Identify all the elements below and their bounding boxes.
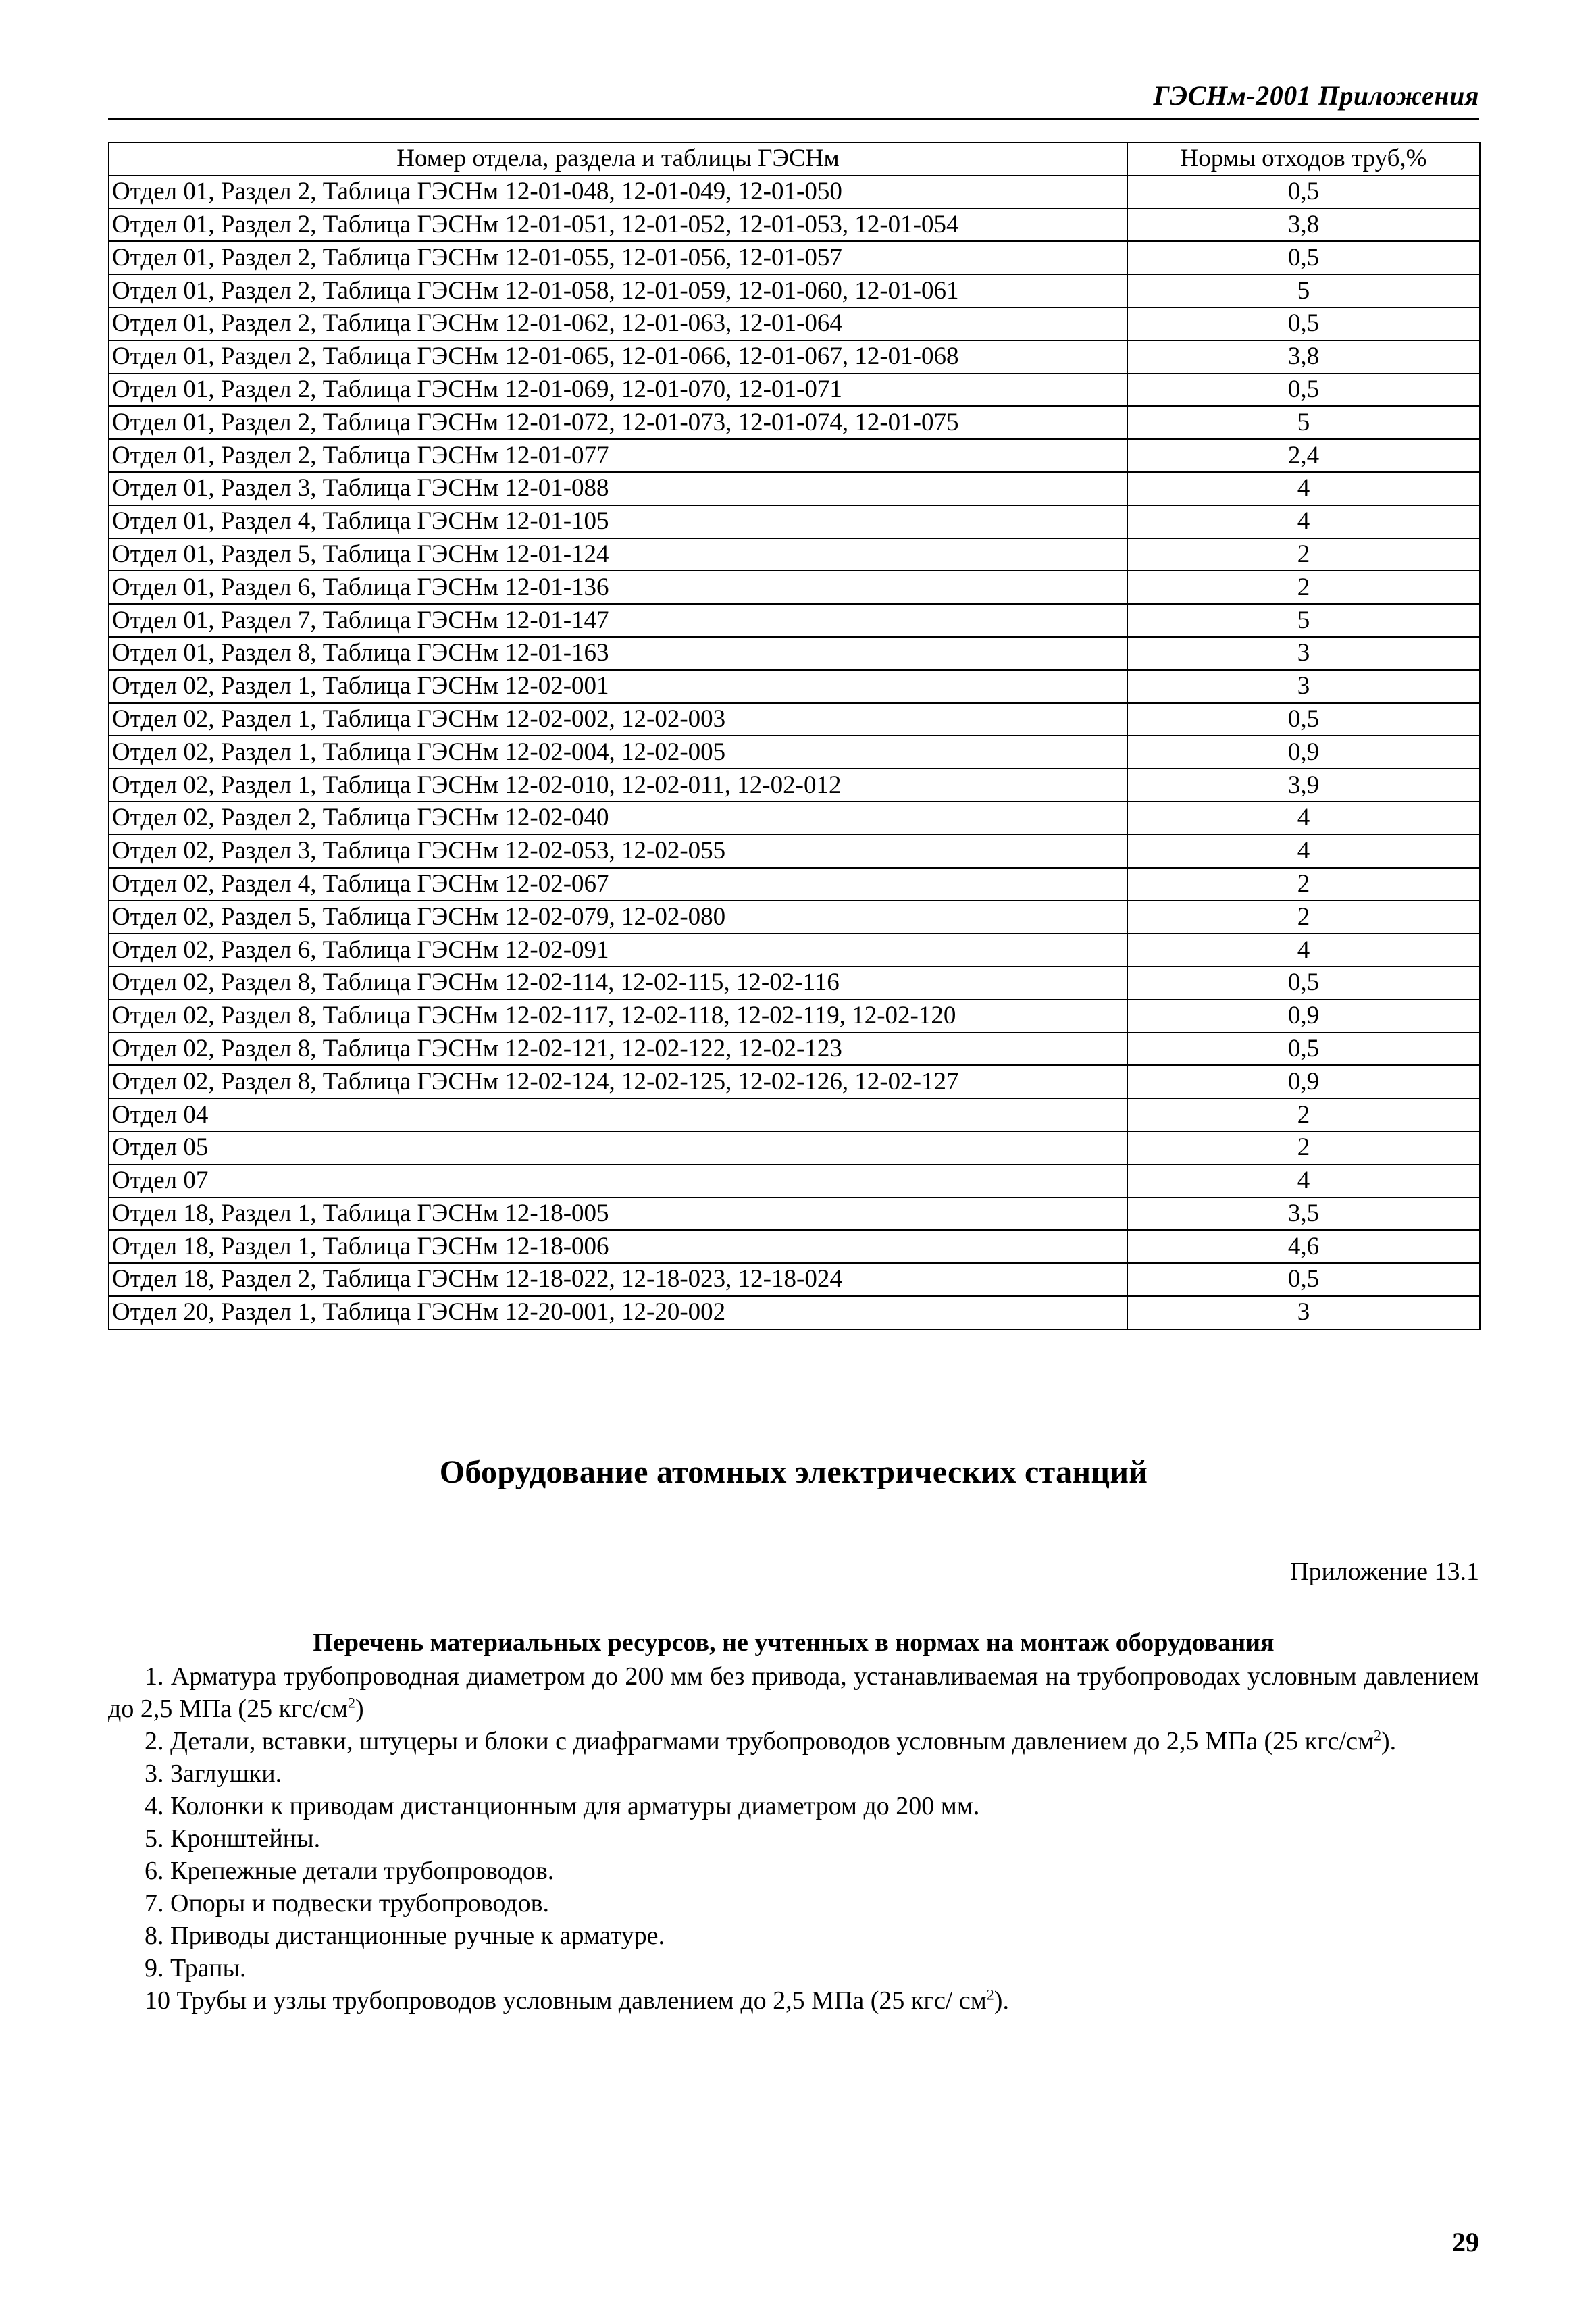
list-item bbox=[108, 1887, 1479, 1920]
table-row bbox=[109, 307, 1480, 340]
list-item-tail: ). bbox=[1381, 1727, 1397, 1755]
waste-norm-cell: 4 bbox=[1127, 472, 1480, 505]
table-row bbox=[109, 209, 1480, 242]
table-row bbox=[109, 1065, 1480, 1098]
section-reference-cell: Отдел 01, Раздел 7, Таблица ГЭСНм 12-01-147 bbox=[109, 604, 1127, 637]
table-row bbox=[109, 1296, 1480, 1329]
waste-norm-cell: 4 bbox=[1127, 933, 1480, 967]
header-rule bbox=[108, 118, 1479, 120]
table-row bbox=[109, 769, 1480, 802]
waste-norm-cell: 3 bbox=[1127, 1296, 1480, 1329]
list-item bbox=[108, 1660, 1479, 1725]
page-number: 29 bbox=[1452, 2227, 1479, 2257]
column-header-section: Номер отдела, раздела и таблицы ГЭСНм bbox=[109, 143, 1127, 176]
superscript: 2 bbox=[986, 1986, 994, 2003]
section-reference-cell: Отдел 01, Раздел 2, Таблица ГЭСНм 12-01-072, 12-01-073, 12-01-074, 12-01-075 bbox=[109, 406, 1127, 439]
section-reference-cell: Отдел 01, Раздел 2, Таблица ГЭСНм 12-01-051, 12-01-052, 12-01-053, 12-01-054 bbox=[109, 209, 1127, 242]
waste-norm-cell: 2 bbox=[1127, 868, 1480, 901]
section-reference-cell: Отдел 02, Раздел 2, Таблица ГЭСНм 12-02-040 bbox=[109, 802, 1127, 835]
section-reference-cell: Отдел 01, Раздел 2, Таблица ГЭСНм 12-01-058, 12-01-059, 12-01-060, 12-01-061 bbox=[109, 274, 1127, 307]
section-reference-cell: Отдел 01, Раздел 4, Таблица ГЭСНм 12-01-105 bbox=[109, 505, 1127, 538]
waste-norm-cell: 4 bbox=[1127, 505, 1480, 538]
table-row bbox=[109, 472, 1480, 505]
section-reference-cell: Отдел 01, Раздел 2, Таблица ГЭСНм 12-01-048, 12-01-049, 12-01-050 bbox=[109, 176, 1127, 209]
section-reference-cell: Отдел 07 bbox=[109, 1164, 1127, 1198]
appendix-label: Приложение 13.1 bbox=[1290, 1558, 1479, 1586]
list-item-text: 1. Арматура трубопроводная диаметром до 200 мм без привода, устанавливаемая на трубопроводах условным давлением до 2,5 МПа (25 кгс/см bbox=[108, 1662, 1479, 1723]
waste-norm-cell: 5 bbox=[1127, 604, 1480, 637]
table-row bbox=[109, 933, 1480, 967]
section-reference-cell: Отдел 02, Раздел 1, Таблица ГЭСНм 12-02-004, 12-02-005 bbox=[109, 736, 1127, 769]
section-title: Оборудование атомных электрических станций bbox=[439, 1454, 1148, 1490]
table-row bbox=[109, 1263, 1480, 1296]
section-reference-cell: Отдел 02, Раздел 6, Таблица ГЭСНм 12-02-091 bbox=[109, 933, 1127, 967]
waste-norm-cell: 0,5 bbox=[1127, 703, 1480, 736]
section-reference-cell: Отдел 20, Раздел 1, Таблица ГЭСНм 12-20-001, 12-20-002 bbox=[109, 1296, 1127, 1329]
table-row bbox=[109, 505, 1480, 538]
waste-norm-cell: 3,8 bbox=[1127, 340, 1480, 374]
section-reference-cell: Отдел 02, Раздел 8, Таблица ГЭСНм 12-02-114, 12-02-115, 12-02-116 bbox=[109, 967, 1127, 1000]
section-reference-cell: Отдел 18, Раздел 1, Таблица ГЭСНм 12-18-005 bbox=[109, 1198, 1127, 1231]
section-reference-cell: Отдел 01, Раздел 2, Таблица ГЭСНм 12-01-077 bbox=[109, 439, 1127, 472]
waste-norms-table bbox=[108, 142, 1481, 1330]
waste-norm-cell: 0,5 bbox=[1127, 1033, 1480, 1066]
list-item-tail: ) bbox=[355, 1695, 364, 1723]
superscript: 2 bbox=[347, 1694, 355, 1712]
table-row bbox=[109, 439, 1480, 472]
list-item bbox=[108, 1757, 1479, 1790]
waste-norm-cell: 0,5 bbox=[1127, 241, 1480, 274]
waste-norm-cell: 4,6 bbox=[1127, 1230, 1480, 1263]
section-reference-cell: Отдел 01, Раздел 2, Таблица ГЭСНм 12-01-062, 12-01-063, 12-01-064 bbox=[109, 307, 1127, 340]
table-row bbox=[109, 340, 1480, 374]
resource-list bbox=[108, 1660, 1479, 2017]
list-item-text: 3. Заглушки. bbox=[145, 1759, 282, 1788]
waste-norm-cell: 3,8 bbox=[1127, 209, 1480, 242]
waste-norm-cell: 3 bbox=[1127, 670, 1480, 703]
table-row bbox=[109, 900, 1480, 933]
superscript: 2 bbox=[1374, 1726, 1381, 1744]
section-reference-cell: Отдел 01, Раздел 5, Таблица ГЭСНм 12-01-124 bbox=[109, 538, 1127, 571]
waste-norm-cell: 2,4 bbox=[1127, 439, 1480, 472]
waste-norm-cell: 2 bbox=[1127, 1131, 1480, 1164]
table-row bbox=[109, 604, 1480, 637]
waste-norm-cell: 3 bbox=[1127, 637, 1480, 670]
list-item bbox=[108, 1855, 1479, 1887]
list-item-text: 10 Трубы и узлы трубопроводов условным давлением до 2,5 МПа (25 кгс/ см bbox=[145, 1986, 987, 2015]
section-reference-cell: Отдел 02, Раздел 1, Таблица ГЭСНм 12-02-002, 12-02-003 bbox=[109, 703, 1127, 736]
table-row bbox=[109, 802, 1480, 835]
waste-norm-cell: 0,9 bbox=[1127, 1000, 1480, 1033]
table-row bbox=[109, 868, 1480, 901]
waste-norm-cell: 0,5 bbox=[1127, 374, 1480, 407]
column-header-norm: Нормы отходов труб,% bbox=[1127, 143, 1480, 176]
table-row bbox=[109, 176, 1480, 209]
table-body bbox=[109, 176, 1480, 1329]
section-reference-cell: Отдел 01, Раздел 6, Таблица ГЭСНм 12-01-136 bbox=[109, 571, 1127, 604]
table-row bbox=[109, 571, 1480, 604]
table-row bbox=[109, 1000, 1480, 1033]
section-reference-cell: Отдел 01, Раздел 2, Таблица ГЭСНм 12-01-069, 12-01-070, 12-01-071 bbox=[109, 374, 1127, 407]
waste-norm-cell: 5 bbox=[1127, 406, 1480, 439]
waste-norm-cell: 4 bbox=[1127, 1164, 1480, 1198]
section-reference-cell: Отдел 18, Раздел 1, Таблица ГЭСНм 12-18-006 bbox=[109, 1230, 1127, 1263]
waste-norm-cell: 2 bbox=[1127, 900, 1480, 933]
list-item-text: 9. Трапы. bbox=[145, 1954, 247, 1982]
section-reference-cell: Отдел 02, Раздел 8, Таблица ГЭСНм 12-02-121, 12-02-122, 12-02-123 bbox=[109, 1033, 1127, 1066]
section-reference-cell: Отдел 01, Раздел 2, Таблица ГЭСНм 12-01-065, 12-01-066, 12-01-067, 12-01-068 bbox=[109, 340, 1127, 374]
list-item bbox=[108, 1952, 1479, 1984]
table-row bbox=[109, 538, 1480, 571]
section-reference-cell: Отдел 02, Раздел 1, Таблица ГЭСНм 12-02-001 bbox=[109, 670, 1127, 703]
table-row bbox=[109, 1131, 1480, 1164]
table-row bbox=[109, 1098, 1480, 1131]
table-row bbox=[109, 637, 1480, 670]
waste-norm-cell: 2 bbox=[1127, 571, 1480, 604]
waste-norm-cell: 2 bbox=[1127, 1098, 1480, 1131]
section-reference-cell: Отдел 02, Раздел 3, Таблица ГЭСНм 12-02-053, 12-02-055 bbox=[109, 835, 1127, 868]
list-item-text: 4. Колонки к приводам дистанционным для арматуры диаметром до 200 мм. bbox=[145, 1792, 980, 1820]
waste-norm-cell: 2 bbox=[1127, 538, 1480, 571]
list-item bbox=[108, 1920, 1479, 1952]
waste-norm-cell: 4 bbox=[1127, 802, 1480, 835]
list-item bbox=[108, 1725, 1479, 1757]
waste-norm-cell: 0,9 bbox=[1127, 736, 1480, 769]
waste-norm-cell: 0,5 bbox=[1127, 1263, 1480, 1296]
table-row bbox=[109, 835, 1480, 868]
list-title: Перечень материальных ресурсов, не учтенных в нормах на монтаж оборудования bbox=[313, 1628, 1275, 1657]
section-reference-cell: Отдел 01, Раздел 3, Таблица ГЭСНм 12-01-088 bbox=[109, 472, 1127, 505]
running-header: ГЭСНм-2001 Приложения bbox=[1153, 80, 1479, 111]
table-row bbox=[109, 736, 1480, 769]
table-row bbox=[109, 1164, 1480, 1198]
section-reference-cell: Отдел 04 bbox=[109, 1098, 1127, 1131]
waste-norm-cell: 5 bbox=[1127, 274, 1480, 307]
waste-norm-cell: 0,5 bbox=[1127, 307, 1480, 340]
section-reference-cell: Отдел 05 bbox=[109, 1131, 1127, 1164]
table-row bbox=[109, 274, 1480, 307]
list-item bbox=[108, 1790, 1479, 1822]
table-row bbox=[109, 406, 1480, 439]
table-row bbox=[109, 703, 1480, 736]
table-row bbox=[109, 670, 1480, 703]
table-row bbox=[109, 1230, 1480, 1263]
table-row bbox=[109, 1198, 1480, 1231]
waste-norm-cell: 0,5 bbox=[1127, 176, 1480, 209]
table-row bbox=[109, 241, 1480, 274]
list-item-text: 7. Опоры и подвески трубопроводов. bbox=[145, 1889, 550, 1918]
table-row bbox=[109, 967, 1480, 1000]
table-row bbox=[109, 374, 1480, 407]
waste-norm-cell: 3,5 bbox=[1127, 1198, 1480, 1231]
waste-norm-cell: 0,5 bbox=[1127, 967, 1480, 1000]
section-reference-cell: Отдел 02, Раздел 8, Таблица ГЭСНм 12-02-117, 12-02-118, 12-02-119, 12-02-120 bbox=[109, 1000, 1127, 1033]
section-reference-cell: Отдел 01, Раздел 8, Таблица ГЭСНм 12-01-163 bbox=[109, 637, 1127, 670]
waste-norm-cell: 4 bbox=[1127, 835, 1480, 868]
section-reference-cell: Отдел 18, Раздел 2, Таблица ГЭСНм 12-18-022, 12-18-023, 12-18-024 bbox=[109, 1263, 1127, 1296]
list-item bbox=[108, 1984, 1479, 2017]
section-reference-cell: Отдел 01, Раздел 2, Таблица ГЭСНм 12-01-055, 12-01-056, 12-01-057 bbox=[109, 241, 1127, 274]
section-reference-cell: Отдел 02, Раздел 4, Таблица ГЭСНм 12-02-067 bbox=[109, 868, 1127, 901]
list-item bbox=[108, 1822, 1479, 1855]
section-reference-cell: Отдел 02, Раздел 5, Таблица ГЭСНм 12-02-079, 12-02-080 bbox=[109, 900, 1127, 933]
list-item-text: 2. Детали, вставки, штуцеры и блоки с диафрагмами трубопроводов условным давлением до 2,5 МПа (25 кгс/см bbox=[145, 1727, 1374, 1755]
waste-norm-cell: 0,9 bbox=[1127, 1065, 1480, 1098]
list-item-text: 5. Кронштейны. bbox=[145, 1824, 321, 1853]
table-row bbox=[109, 1033, 1480, 1066]
list-item-text: 8. Приводы дистанционные ручные к арматуре. bbox=[145, 1922, 665, 1950]
section-reference-cell: Отдел 02, Раздел 8, Таблица ГЭСНм 12-02-124, 12-02-125, 12-02-126, 12-02-127 bbox=[109, 1065, 1127, 1098]
section-reference-cell: Отдел 02, Раздел 1, Таблица ГЭСНм 12-02-010, 12-02-011, 12-02-012 bbox=[109, 769, 1127, 802]
table-header-row bbox=[109, 143, 1480, 176]
list-item-tail: ). bbox=[994, 1986, 1009, 2015]
waste-norm-cell: 3,9 bbox=[1127, 769, 1480, 802]
list-item-text: 6. Крепежные детали трубопроводов. bbox=[145, 1857, 555, 1885]
